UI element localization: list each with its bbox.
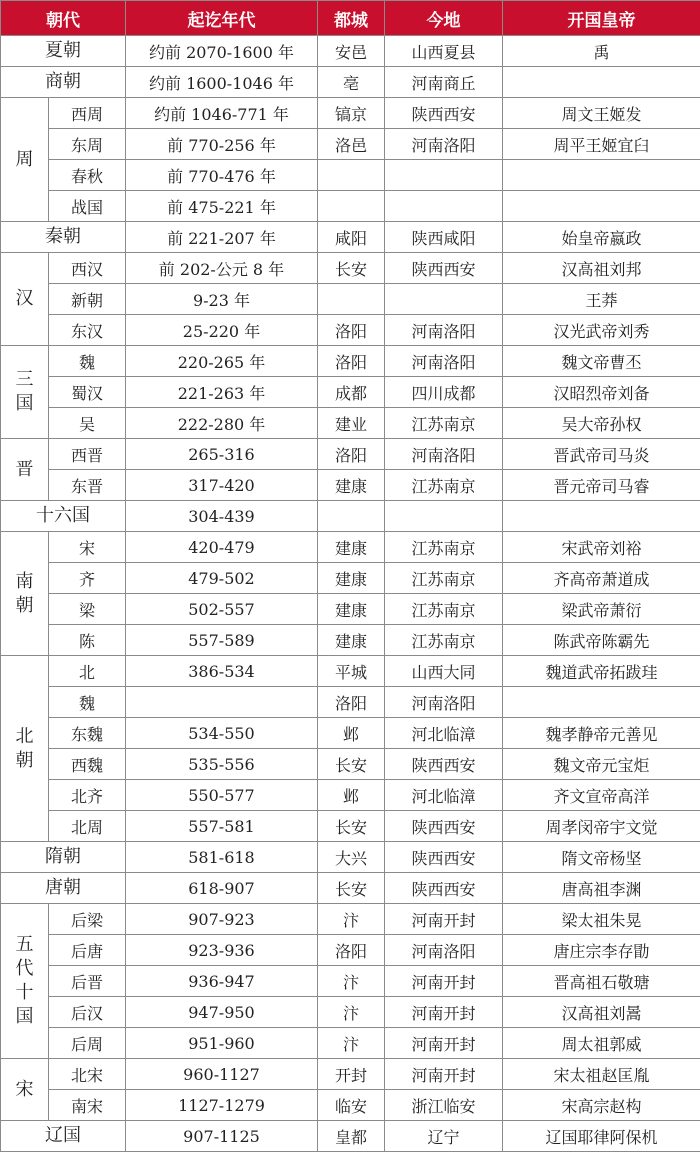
- modern-place-cell: 河南洛阳: [385, 439, 503, 470]
- table-row: [1, 563, 700, 594]
- capital-cell: [318, 160, 385, 191]
- years-cell: 420-479: [126, 532, 318, 563]
- modern-place-cell: 浙江临安: [385, 1090, 503, 1121]
- dynasty-group: 汉: [1, 253, 49, 346]
- capital-cell: 镐京: [318, 98, 385, 129]
- founder-cell: 汉光武帝刘秀: [503, 315, 700, 346]
- modern-place-cell: 河南洛阳: [385, 129, 503, 160]
- table-row: [1, 67, 700, 98]
- years-cell: 317-420: [126, 470, 318, 501]
- years-cell: [126, 687, 318, 718]
- years-cell: 265-316: [126, 439, 318, 470]
- table-body: [1, 36, 700, 1152]
- years-cell: 923-936: [126, 935, 318, 966]
- capital-cell: 建康: [318, 594, 385, 625]
- years-cell: 前 770-476 年: [126, 160, 318, 191]
- table-row: [1, 253, 700, 284]
- sub-dynasty-name: 后周: [49, 1028, 126, 1059]
- sub-dynasty-name: 齐: [49, 563, 126, 594]
- founder-cell: 魏文帝元宝炬: [503, 749, 700, 780]
- table-row: [1, 501, 700, 532]
- capital-cell: 汴: [318, 966, 385, 997]
- capital-cell: 邺: [318, 718, 385, 749]
- founder-cell: [503, 191, 700, 222]
- modern-place-cell: [385, 284, 503, 315]
- years-cell: 9-23 年: [126, 284, 318, 315]
- table-row: [1, 1059, 700, 1090]
- years-cell: 479-502: [126, 563, 318, 594]
- founder-cell: 魏道武帝拓跋珪: [503, 656, 700, 687]
- sub-dynasty-name: 南宋: [49, 1090, 126, 1121]
- sub-dynasty-name: 北周: [49, 811, 126, 842]
- years-cell: 535-556: [126, 749, 318, 780]
- years-cell: 约前 2070-1600 年: [126, 36, 318, 67]
- capital-cell: 平城: [318, 656, 385, 687]
- table-row: [1, 811, 700, 842]
- capital-cell: 洛阳: [318, 439, 385, 470]
- sub-dynasty-name: 西汉: [49, 253, 126, 284]
- capital-cell: 建康: [318, 532, 385, 563]
- founder-cell: 宋武帝刘裕: [503, 532, 700, 563]
- years-cell: 960-1127: [126, 1059, 318, 1090]
- years-cell: 557-589: [126, 625, 318, 656]
- modern-place-cell: 江苏南京: [385, 470, 503, 501]
- capital-cell: 长安: [318, 253, 385, 284]
- years-cell: 304-439: [126, 501, 318, 532]
- sub-dynasty-name: 后梁: [49, 904, 126, 935]
- header-dynasty: 朝代: [1, 1, 126, 36]
- modern-place-cell: 河南开封: [385, 966, 503, 997]
- modern-place-cell: 陕西西安: [385, 253, 503, 284]
- sub-dynasty-name: 春秋: [49, 160, 126, 191]
- table-row: [1, 346, 700, 377]
- table-row: [1, 687, 700, 718]
- years-cell: 947-950: [126, 997, 318, 1028]
- founder-cell: 周平王姬宜臼: [503, 129, 700, 160]
- table-row: [1, 1121, 700, 1152]
- table-row: [1, 377, 700, 408]
- years-cell: 前 475-221 年: [126, 191, 318, 222]
- founder-cell: [503, 687, 700, 718]
- sub-dynasty-name: 吴: [49, 408, 126, 439]
- years-cell: 221-263 年: [126, 377, 318, 408]
- capital-cell: 长安: [318, 749, 385, 780]
- table-row: [1, 222, 700, 253]
- founder-cell: 周太祖郭威: [503, 1028, 700, 1059]
- header-row: [1, 1, 700, 36]
- dynasty-name: 辽国: [1, 1121, 126, 1152]
- founder-cell: 魏文帝曹丕: [503, 346, 700, 377]
- modern-place-cell: [385, 191, 503, 222]
- capital-cell: 亳: [318, 67, 385, 98]
- sub-dynasty-name: 东汉: [49, 315, 126, 346]
- table-row: [1, 1090, 700, 1121]
- dynasty-name: 十六国: [1, 501, 126, 532]
- dynasty-group: 周: [1, 98, 49, 222]
- founder-cell: 辽国耶律阿保机: [503, 1121, 700, 1152]
- founder-cell: 唐庄宗李存勖: [503, 935, 700, 966]
- capital-cell: 洛阳: [318, 687, 385, 718]
- modern-place-cell: 江苏南京: [385, 625, 503, 656]
- capital-cell: 大兴: [318, 842, 385, 873]
- table-row: [1, 594, 700, 625]
- dynasty-name: 秦朝: [1, 222, 126, 253]
- founder-cell: 梁太祖朱晃: [503, 904, 700, 935]
- sub-dynasty-name: 后晋: [49, 966, 126, 997]
- years-cell: 951-960: [126, 1028, 318, 1059]
- founder-cell: 周孝闵帝宇文觉: [503, 811, 700, 842]
- sub-dynasty-name: 北: [49, 656, 126, 687]
- modern-place-cell: 河北临漳: [385, 718, 503, 749]
- modern-place-cell: 河南开封: [385, 904, 503, 935]
- founder-cell: 汉昭烈帝刘备: [503, 377, 700, 408]
- dynasty-group: 宋: [1, 1059, 49, 1121]
- years-cell: 220-265 年: [126, 346, 318, 377]
- founder-cell: 齐高帝萧道成: [503, 563, 700, 594]
- founder-cell: 宋高宗赵构: [503, 1090, 700, 1121]
- modern-place-cell: 河南开封: [385, 1059, 503, 1090]
- sub-dynasty-name: 西魏: [49, 749, 126, 780]
- modern-place-cell: 四川成都: [385, 377, 503, 408]
- founder-cell: 齐文宣帝高洋: [503, 780, 700, 811]
- table-row: [1, 780, 700, 811]
- dynasty-group: 北朝: [1, 656, 49, 842]
- capital-cell: 皇都: [318, 1121, 385, 1152]
- modern-place-cell: 河南洛阳: [385, 346, 503, 377]
- sub-dynasty-name: 战国: [49, 191, 126, 222]
- table-row: [1, 532, 700, 563]
- years-cell: 约前 1046-771 年: [126, 98, 318, 129]
- modern-place-cell: 江苏南京: [385, 594, 503, 625]
- modern-place-cell: 河南洛阳: [385, 935, 503, 966]
- founder-cell: 宋太祖赵匡胤: [503, 1059, 700, 1090]
- sub-dynasty-name: 宋: [49, 532, 126, 563]
- capital-cell: 建康: [318, 563, 385, 594]
- modern-place-cell: 河南洛阳: [385, 315, 503, 346]
- capital-cell: 建康: [318, 625, 385, 656]
- dynasty-name: 夏朝: [1, 36, 126, 67]
- founder-cell: 唐高祖李渊: [503, 873, 700, 904]
- years-cell: 907-1125: [126, 1121, 318, 1152]
- table-row: [1, 842, 700, 873]
- founder-cell: 晋元帝司马睿: [503, 470, 700, 501]
- sub-dynasty-name: 陈: [49, 625, 126, 656]
- dynasty-group: 南朝: [1, 532, 49, 656]
- modern-place-cell: 辽宁: [385, 1121, 503, 1152]
- capital-cell: 洛阳: [318, 315, 385, 346]
- years-cell: 222-280 年: [126, 408, 318, 439]
- modern-place-cell: [385, 160, 503, 191]
- founder-cell: 魏孝静帝元善见: [503, 718, 700, 749]
- capital-cell: 汴: [318, 997, 385, 1028]
- modern-place-cell: 山西大同: [385, 656, 503, 687]
- modern-place-cell: 陕西西安: [385, 873, 503, 904]
- years-cell: 前 221-207 年: [126, 222, 318, 253]
- years-cell: 386-534: [126, 656, 318, 687]
- founder-cell: 周文王姬发: [503, 98, 700, 129]
- header-years: 起讫年代: [126, 1, 318, 36]
- dynasty-group: 五代十国: [1, 904, 49, 1059]
- founder-cell: 汉高祖刘邦: [503, 253, 700, 284]
- sub-dynasty-name: 东周: [49, 129, 126, 160]
- sub-dynasty-name: 蜀汉: [49, 377, 126, 408]
- modern-place-cell: 江苏南京: [385, 532, 503, 563]
- capital-cell: 洛阳: [318, 346, 385, 377]
- capital-cell: [318, 501, 385, 532]
- capital-cell: 安邑: [318, 36, 385, 67]
- dynasty-name: 商朝: [1, 67, 126, 98]
- founder-cell: 陈武帝陈霸先: [503, 625, 700, 656]
- capital-cell: 长安: [318, 811, 385, 842]
- capital-cell: 开封: [318, 1059, 385, 1090]
- years-cell: 618-907: [126, 873, 318, 904]
- sub-dynasty-name: 东晋: [49, 470, 126, 501]
- sub-dynasty-name: 后汉: [49, 997, 126, 1028]
- table-row: [1, 439, 700, 470]
- years-cell: 前 770-256 年: [126, 129, 318, 160]
- table-row: [1, 129, 700, 160]
- founder-cell: [503, 67, 700, 98]
- sub-dynasty-name: 魏: [49, 346, 126, 377]
- sub-dynasty-name: 新朝: [49, 284, 126, 315]
- table-row: [1, 315, 700, 346]
- sub-dynasty-name: 魏: [49, 687, 126, 718]
- table-row: [1, 98, 700, 129]
- founder-cell: 王莽: [503, 284, 700, 315]
- header-founder: 开国皇帝: [503, 1, 700, 36]
- capital-cell: 咸阳: [318, 222, 385, 253]
- sub-dynasty-name: 西周: [49, 98, 126, 129]
- modern-place-cell: 江苏南京: [385, 563, 503, 594]
- table-row: [1, 408, 700, 439]
- years-cell: 约前 1600-1046 年: [126, 67, 318, 98]
- dynasty-group: 三国: [1, 346, 49, 439]
- table-row: [1, 625, 700, 656]
- modern-place-cell: 河南开封: [385, 1028, 503, 1059]
- capital-cell: [318, 191, 385, 222]
- sub-dynasty-name: 梁: [49, 594, 126, 625]
- modern-place-cell: [385, 501, 503, 532]
- sub-dynasty-name: 东魏: [49, 718, 126, 749]
- table-row: [1, 1028, 700, 1059]
- years-cell: 502-557: [126, 594, 318, 625]
- founder-cell: 梁武帝萧衍: [503, 594, 700, 625]
- founder-cell: 汉高祖刘暠: [503, 997, 700, 1028]
- modern-place-cell: 河南商丘: [385, 67, 503, 98]
- years-cell: 534-550: [126, 718, 318, 749]
- capital-cell: 临安: [318, 1090, 385, 1121]
- table-row: [1, 191, 700, 222]
- founder-cell: 隋文帝杨坚: [503, 842, 700, 873]
- modern-place-cell: 陕西咸阳: [385, 222, 503, 253]
- modern-place-cell: 陕西西安: [385, 749, 503, 780]
- founder-cell: 晋高祖石敬瑭: [503, 966, 700, 997]
- table-row: [1, 160, 700, 191]
- years-cell: 581-618: [126, 842, 318, 873]
- table-row: [1, 284, 700, 315]
- modern-place-cell: 陕西西安: [385, 842, 503, 873]
- table-header: [1, 1, 700, 36]
- table-row: [1, 36, 700, 67]
- years-cell: 936-947: [126, 966, 318, 997]
- modern-place-cell: 河南开封: [385, 997, 503, 1028]
- table-row: [1, 997, 700, 1028]
- years-cell: 25-220 年: [126, 315, 318, 346]
- table-row: [1, 470, 700, 501]
- capital-cell: [318, 284, 385, 315]
- modern-place-cell: 陕西西安: [385, 811, 503, 842]
- table-row: [1, 966, 700, 997]
- years-cell: 前 202-公元 8 年: [126, 253, 318, 284]
- founder-cell: [503, 160, 700, 191]
- modern-place-cell: 陕西西安: [385, 98, 503, 129]
- sub-dynasty-name: 北宋: [49, 1059, 126, 1090]
- table-row: [1, 873, 700, 904]
- founder-cell: [503, 501, 700, 532]
- capital-cell: 长安: [318, 873, 385, 904]
- modern-place-cell: 山西夏县: [385, 36, 503, 67]
- sub-dynasty-name: 北齐: [49, 780, 126, 811]
- sub-dynasty-name: 后唐: [49, 935, 126, 966]
- capital-cell: 建康: [318, 470, 385, 501]
- table-row: [1, 749, 700, 780]
- header-modern-place: 今地: [385, 1, 503, 36]
- capital-cell: 洛邑: [318, 129, 385, 160]
- table-row: [1, 656, 700, 687]
- header-capital: 都城: [318, 1, 385, 36]
- capital-cell: 建业: [318, 408, 385, 439]
- founder-cell: 吴大帝孙权: [503, 408, 700, 439]
- capital-cell: 汴: [318, 904, 385, 935]
- founder-cell: 禹: [503, 36, 700, 67]
- dynasty-name: 隋朝: [1, 842, 126, 873]
- capital-cell: 汴: [318, 1028, 385, 1059]
- capital-cell: 成都: [318, 377, 385, 408]
- modern-place-cell: 河南洛阳: [385, 687, 503, 718]
- years-cell: 557-581: [126, 811, 318, 842]
- years-cell: 550-577: [126, 780, 318, 811]
- years-cell: 907-923: [126, 904, 318, 935]
- modern-place-cell: 河北临漳: [385, 780, 503, 811]
- capital-cell: 洛阳: [318, 935, 385, 966]
- table-row: [1, 718, 700, 749]
- founder-cell: 始皇帝嬴政: [503, 222, 700, 253]
- table-row: [1, 935, 700, 966]
- founder-cell: 晋武帝司马炎: [503, 439, 700, 470]
- modern-place-cell: 江苏南京: [385, 408, 503, 439]
- sub-dynasty-name: 西晋: [49, 439, 126, 470]
- table-row: [1, 904, 700, 935]
- dynasty-name: 唐朝: [1, 873, 126, 904]
- years-cell: 1127-1279: [126, 1090, 318, 1121]
- dynasty-group: 晋: [1, 439, 49, 501]
- capital-cell: 邺: [318, 780, 385, 811]
